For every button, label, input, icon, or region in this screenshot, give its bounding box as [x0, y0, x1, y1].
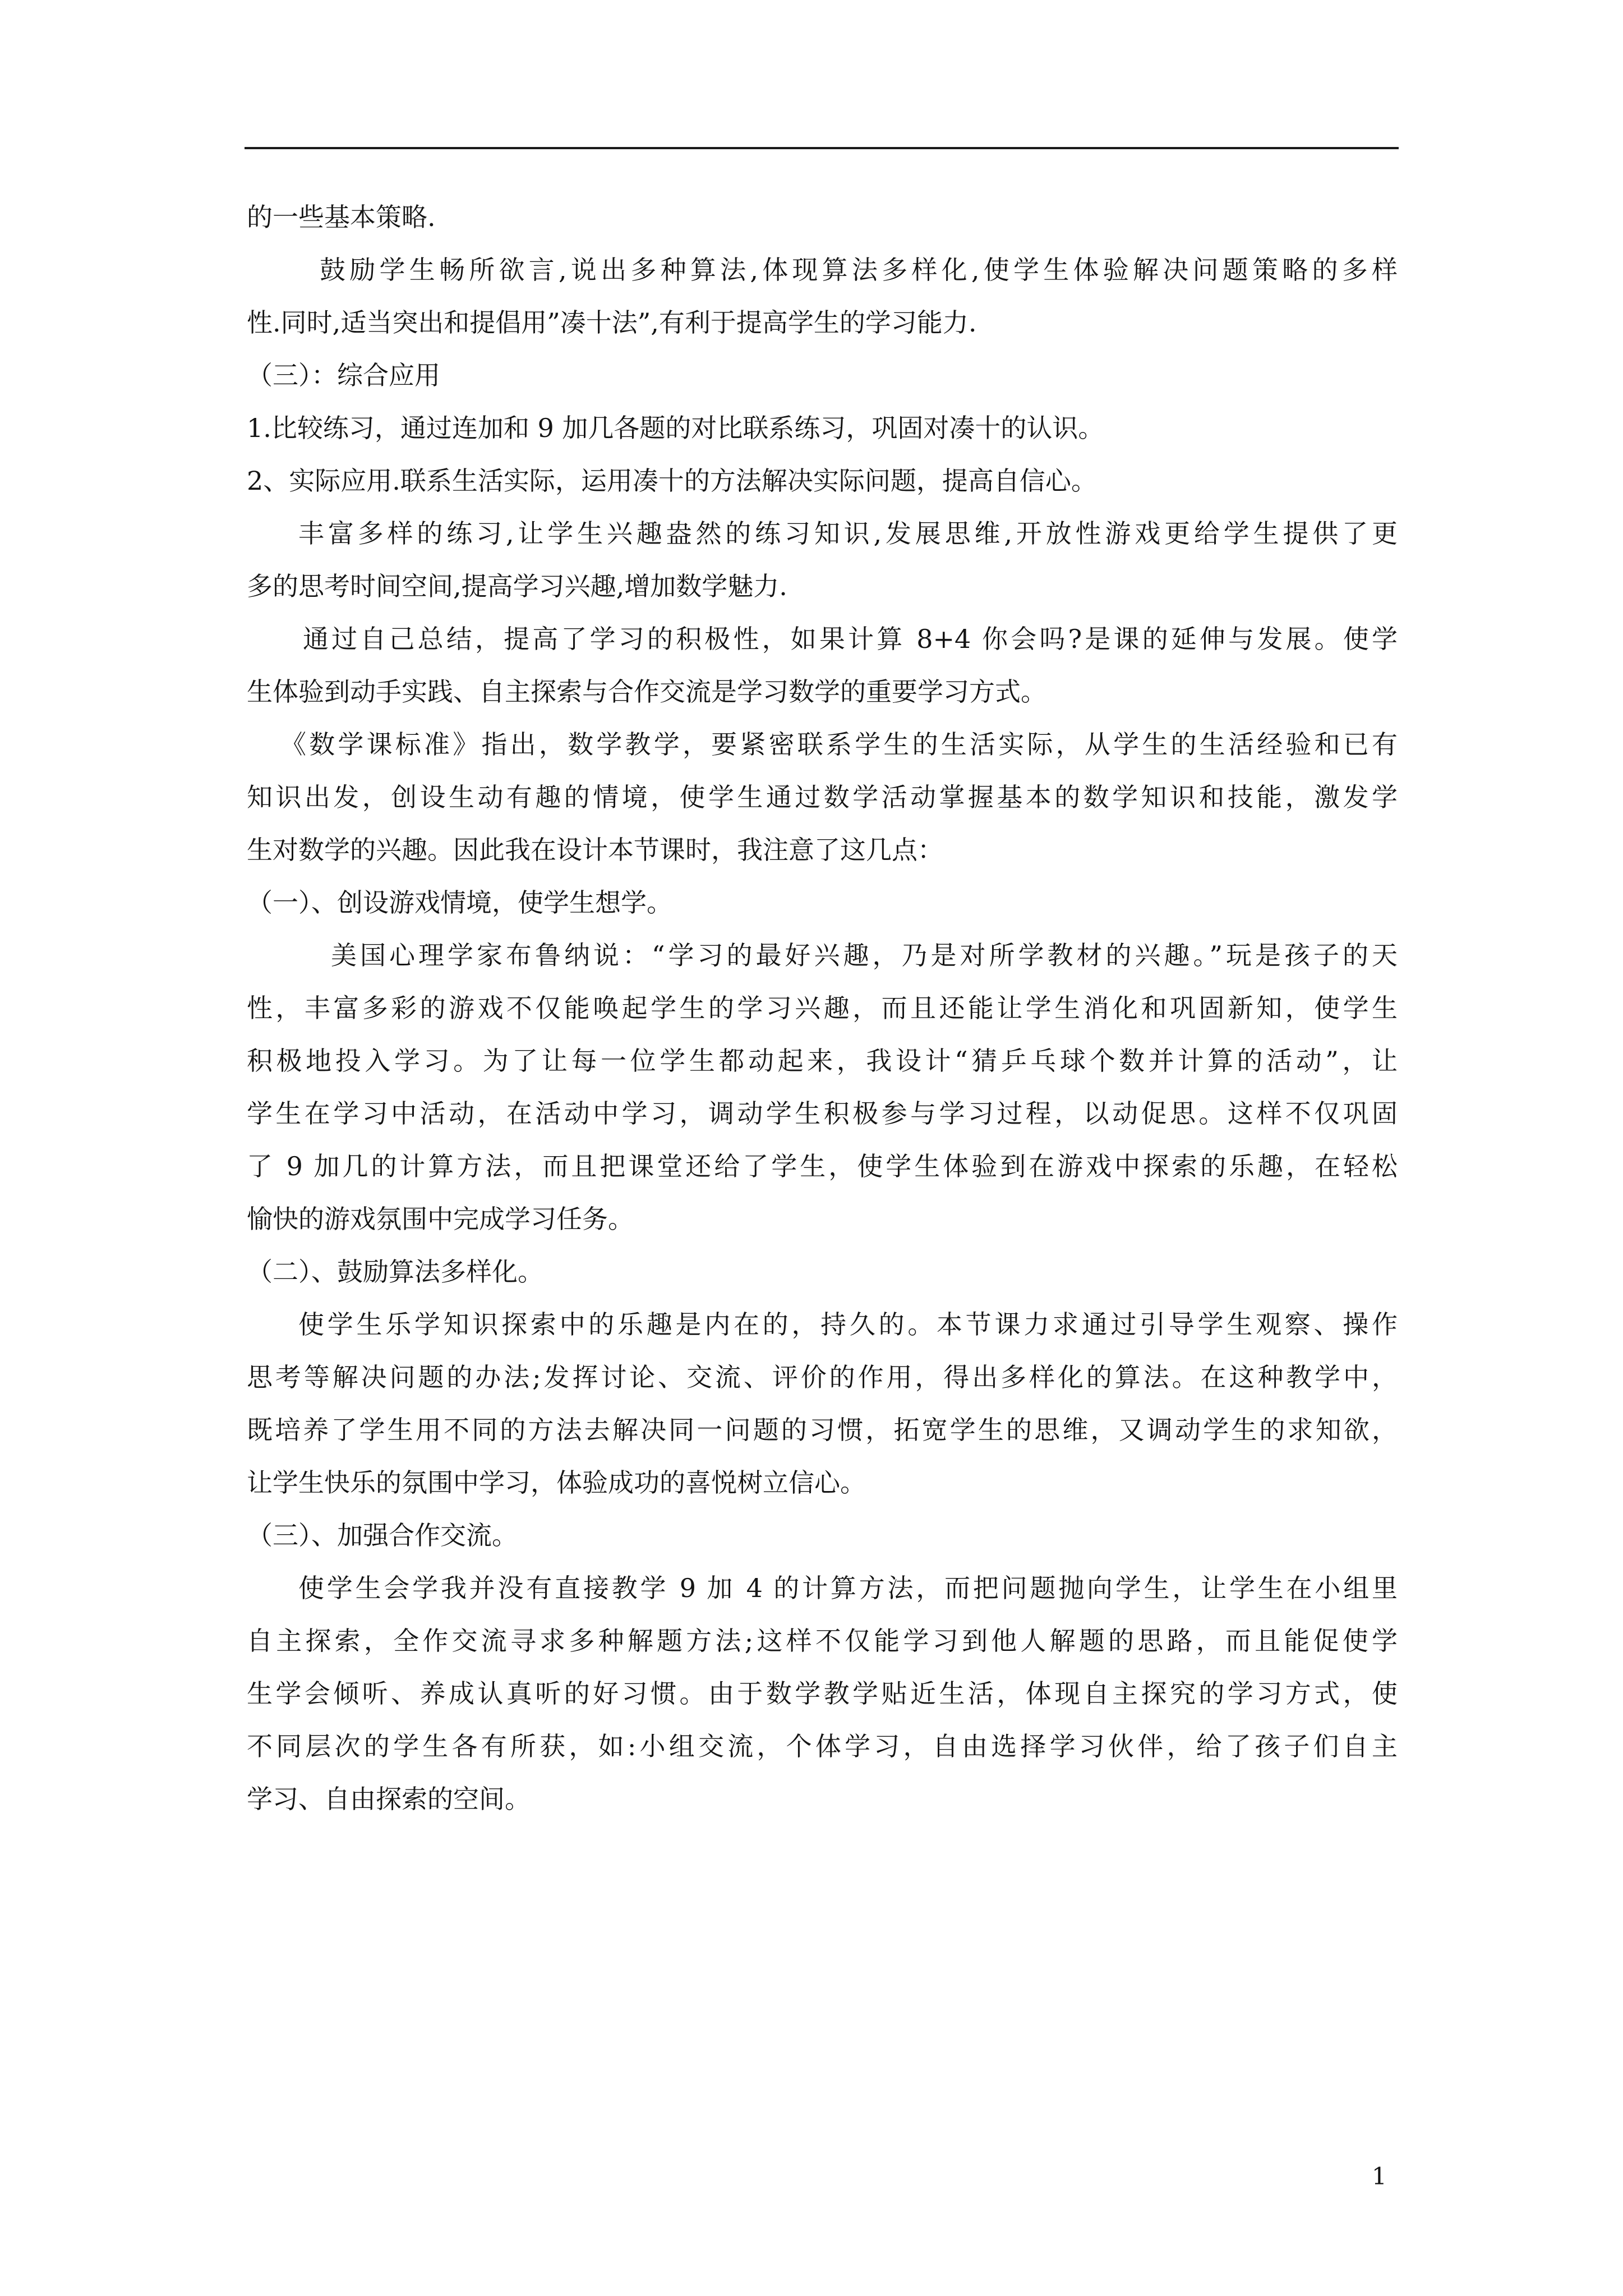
text-line: 美国心理学家布鲁纳说：“学习的最好兴趣，乃是对所学教材的兴趣。”玩是孩子的天 [331, 940, 1398, 970]
text-line: 的一些基本策略. [247, 202, 436, 232]
text-line: 丰富多样的练习,让学生兴趣盎然的练习知识,发展思维,开放性游戏更给学生提供了更 [298, 518, 1398, 549]
section-heading: 1.比较练习，通过连加和 9 加几各题的对比联系练习，巩固对凑十的认识。 [247, 413, 1104, 443]
section-heading: （二）、鼓励算法多样化。 [247, 1257, 543, 1287]
text-line: 积极地投入学习。为了让每一位学生都动起来，我设计“猜乒乓球个数并计算的活动”，让 [247, 1046, 1398, 1076]
text-line: 学习、自由探索的空间。 [247, 1784, 531, 1814]
text-line: 多的思考时间空间,提高学习兴趣,增加数学魅力. [247, 571, 787, 601]
text-line: 生对数学的兴趣。因此我在设计本节课时，我注意了这几点： [247, 835, 943, 865]
text-line: 知识出发，创设生动有趣的情境，使学生通过数学活动掌握基本的数学知识和技能，激发学 [247, 782, 1398, 812]
text-line: 使学生会学我并没有直接教学 9 加 4 的计算方法，而把问题抛向学生，让学生在小组里 [298, 1573, 1398, 1603]
text-line: 通过自己总结，提高了学习的积极性，如果计算 8+4 你会吗?是课的延伸与发展。使学 [303, 624, 1398, 654]
section-heading: （三）：综合应用 [247, 360, 440, 390]
text-line: 生体验到动手实践、自主探索与合作交流是学习数学的重要学习方式。 [247, 677, 1046, 707]
text-line: 自主探索，全作交流寻求多种解题方法;这样不仅能学习到他人解题的思路，而且能促使学 [247, 1626, 1398, 1656]
text-line: 性，丰富多彩的游戏不仅能唤起学生的学习兴趣，而且还能让学生消化和巩固新知，使学生 [247, 993, 1398, 1023]
text-line: 愉快的游戏氛围中完成学习任务。 [247, 1204, 634, 1234]
text-line: 使学生乐学知识探索中的乐趣是内在的，持久的。本节课力求通过引导学生观察、操作 [298, 1309, 1398, 1340]
section-heading: （三）、加强合作交流。 [247, 1520, 518, 1550]
text-line: 思考等解决问题的办法;发挥讨论、交流、评价的作用，得出多样化的算法。在这种教学中， [247, 1362, 1398, 1392]
text-line: 《数学课标准》指出，数学教学，要紧密联系学生的生活实际，从学生的生活经验和已有 [280, 729, 1398, 760]
text-line: 鼓励学生畅所欲言,说出多种算法,体现算法多样化,使学生体验解决问题策略的多样 [320, 255, 1398, 285]
document-body [247, 191, 1398, 1825]
header-rule [245, 147, 1399, 149]
text-line: 性.同时,适当突出和提倡用”凑十法”,有利于提高学生的学习能力. [247, 307, 977, 338]
section-heading: 2、实际应用.联系生活实际，运用凑十的方法解决实际问题，提高自信心。 [247, 466, 1097, 496]
text-line: 学生在学习中活动，在活动中学习，调动学生积极参与学习过程，以动促思。这样不仅巩固 [247, 1098, 1398, 1129]
text-line: 了 9 加几的计算方法，而且把课堂还给了学生，使学生体验到在游戏中探索的乐趣，在轻松 [247, 1151, 1398, 1181]
text-line: 既培养了学生用不同的方法去解决同一问题的习惯，拓宽学生的思维，又调动学生的求知欲， [247, 1415, 1398, 1445]
section-heading: （一）、创设游戏情境，使学生想学。 [247, 887, 672, 918]
page-number: 1 [1372, 2162, 1387, 2190]
text-line: 生学会倾听、养成认真听的好习惯。由于数学教学贴近生活，体现自主探究的学习方式，使 [247, 1678, 1398, 1709]
text-line: 不同层次的学生各有所获，如:小组交流，个体学习，自由选择学习伙伴，给了孩子们自主 [247, 1731, 1398, 1761]
text-line: 让学生快乐的氛围中学习，体验成功的喜悦树立信心。 [247, 1467, 866, 1498]
